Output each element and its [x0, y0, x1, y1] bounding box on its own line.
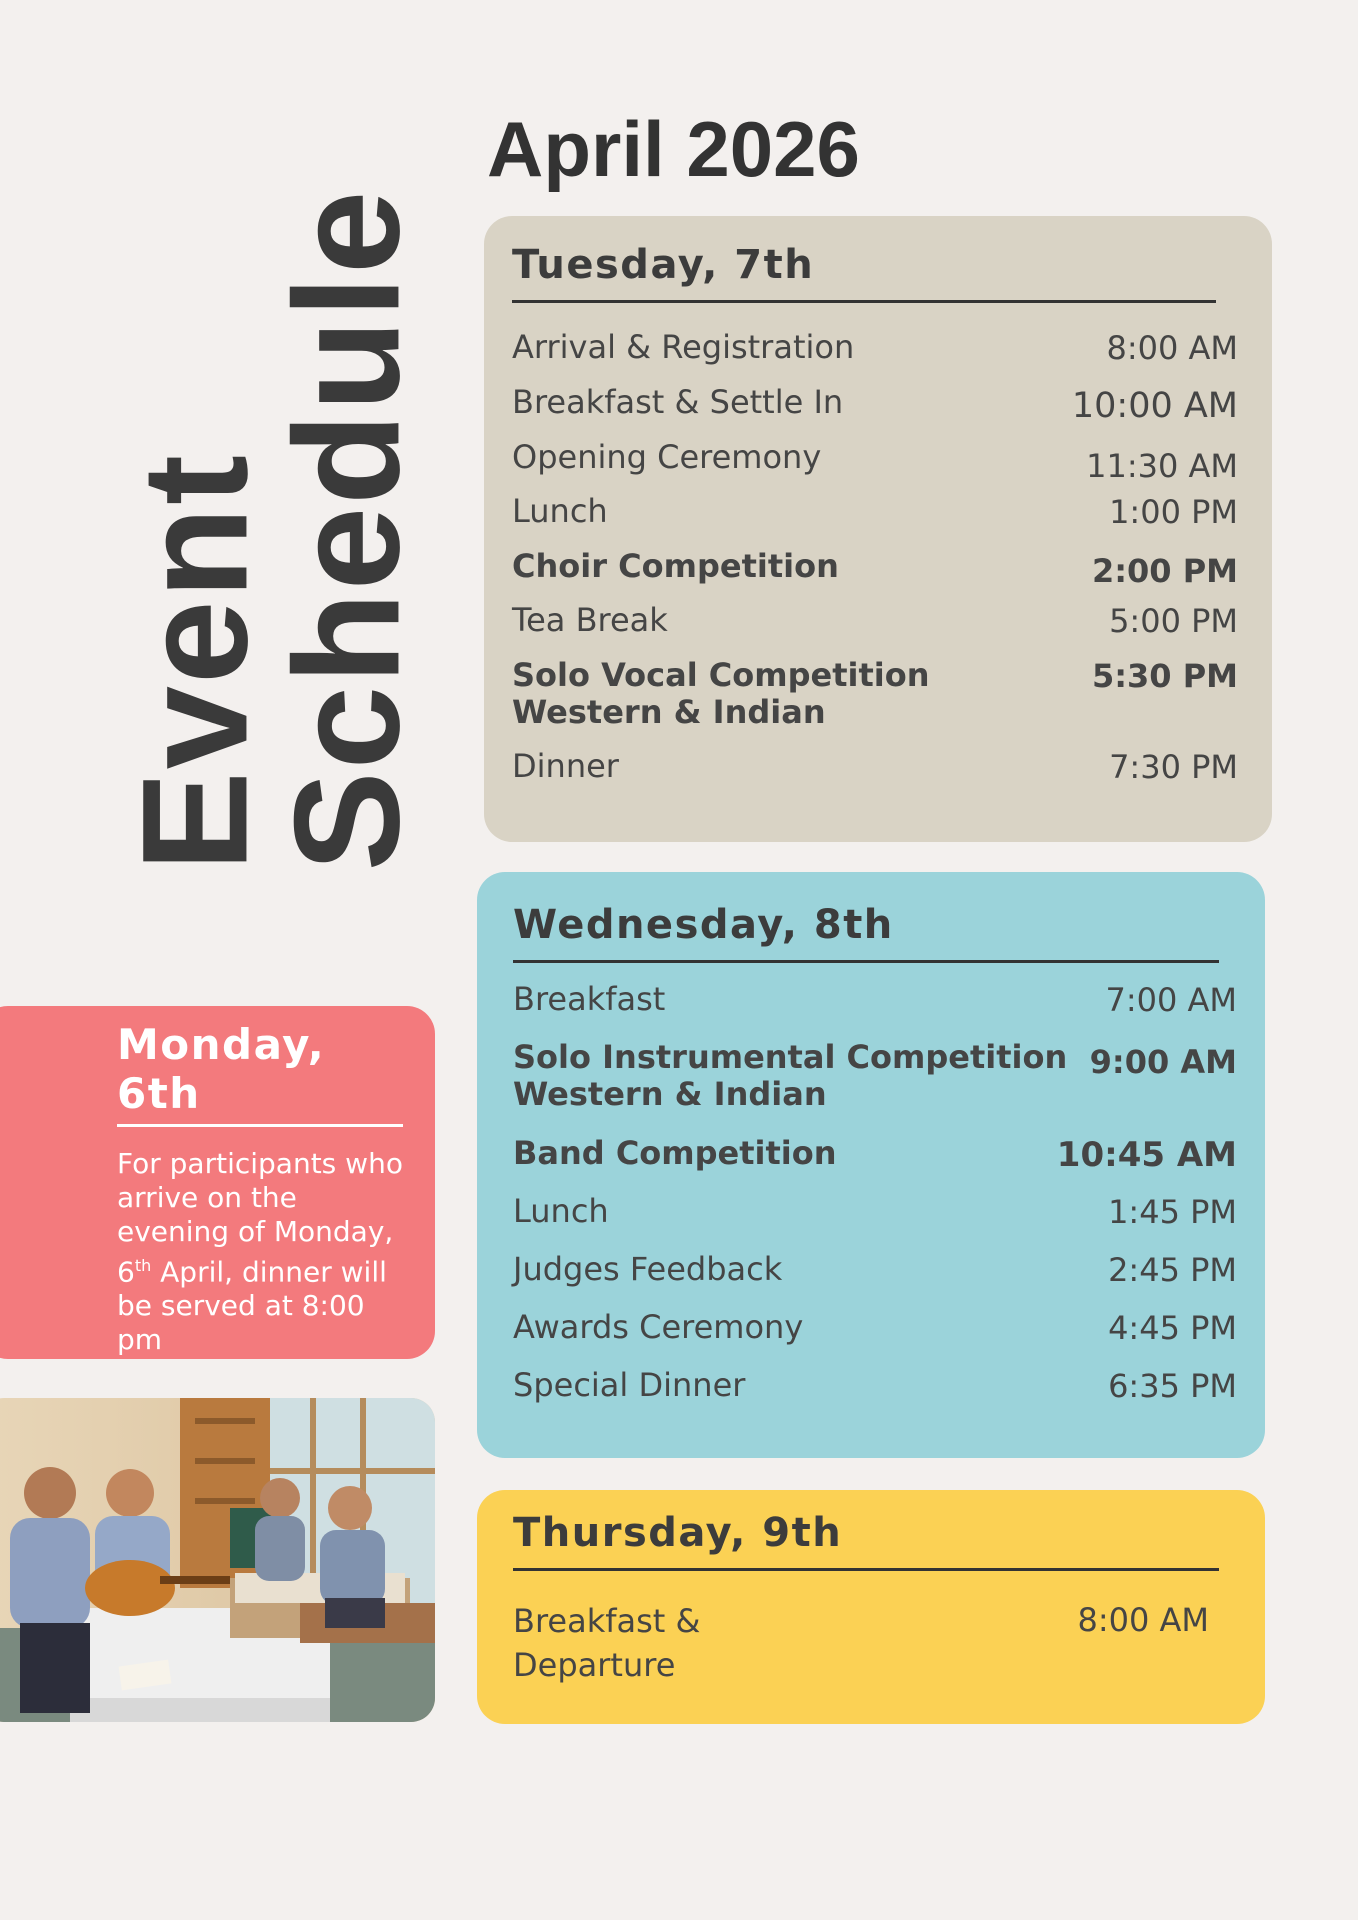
event-name: Breakfast & Departure	[513, 1602, 701, 1684]
schedule-row	[513, 1309, 1237, 1367]
schedule-row	[512, 602, 1238, 657]
event-name: Tea Break	[512, 601, 668, 639]
thursday-divider	[513, 1568, 1219, 1571]
schedule-row	[512, 748, 1238, 803]
wednesday-card	[477, 872, 1265, 1458]
monday-note-superscript: th	[134, 1256, 152, 1275]
event-name: Solo Instrumental Competition Western & Indian	[513, 1038, 1068, 1113]
event-time: 4:45 PM	[1108, 1309, 1237, 1347]
monday-card	[0, 1006, 435, 1359]
event-name: Dinner	[512, 747, 619, 785]
monday-note-text: For participants who arrive on the evening of Monday, 6	[117, 1147, 403, 1289]
event-name: Awards Ceremony	[513, 1308, 804, 1346]
monday-divider	[117, 1124, 403, 1127]
schedule-row	[513, 1251, 1237, 1309]
event-time: 10:45 AM	[1056, 1135, 1237, 1175]
event-time: 5:00 PM	[1109, 602, 1238, 640]
event-time: 2:45 PM	[1108, 1251, 1237, 1289]
schedule-row	[512, 548, 1238, 602]
event-time: 7:30 PM	[1109, 748, 1238, 786]
event-schedule-title	[110, 120, 430, 940]
schedule-row	[512, 439, 1238, 493]
schedule-row	[512, 493, 1238, 548]
tuesday-heading: Tuesday, 7th	[512, 242, 815, 288]
schedule-row	[513, 1193, 1237, 1251]
students-photo	[0, 1398, 435, 1722]
event-time: 2:00 PM	[1091, 552, 1238, 590]
wednesday-divider	[513, 960, 1219, 963]
schedule-row	[512, 657, 1238, 748]
schedule-row	[513, 1599, 1209, 1687]
schedule-row	[513, 1367, 1237, 1425]
event-name: Opening Ceremony	[512, 438, 822, 476]
event-time: 8:00 AM	[1106, 329, 1238, 367]
schedule-row	[512, 384, 1238, 439]
event-time: 1:45 PM	[1108, 1193, 1237, 1231]
schedule-row	[512, 329, 1238, 384]
event-time: 5:30 PM	[1091, 657, 1238, 695]
event-time: 8:00 AM	[1077, 1601, 1209, 1639]
schedule-row	[513, 1039, 1237, 1135]
event-name: Breakfast	[513, 980, 666, 1018]
event-name: Band Competition	[513, 1134, 837, 1172]
event-time: 1:00 PM	[1109, 493, 1238, 531]
event-name: Special Dinner	[513, 1366, 746, 1404]
event-time: 6:35 PM	[1108, 1367, 1237, 1405]
event-time: 10:00 AM	[1071, 386, 1238, 426]
event-time: 11:30 AM	[1086, 447, 1238, 485]
wednesday-heading: Wednesday, 8th	[513, 902, 894, 948]
tuesday-divider	[512, 300, 1216, 303]
thursday-heading: Thursday, 9th	[513, 1510, 843, 1556]
event-name: Breakfast & Settle In	[512, 383, 844, 421]
thursday-card	[477, 1490, 1265, 1724]
event-time: 9:00 AM	[1089, 1043, 1237, 1081]
event-time: 7:00 AM	[1105, 981, 1237, 1019]
event-name: Lunch	[512, 492, 608, 530]
title-line-event: Event	[110, 452, 278, 872]
event-name: Choir Competition	[512, 547, 839, 585]
monday-note-text-end: April, dinner will be served at 8:00 pm	[117, 1255, 387, 1357]
tuesday-card	[484, 216, 1272, 842]
schedule-row	[513, 1135, 1237, 1193]
monday-heading: Monday, 6th	[117, 1020, 326, 1118]
schedule-row	[513, 981, 1237, 1039]
title-line-schedule: Schedule	[262, 188, 430, 872]
event-name: Arrival & Registration	[512, 328, 855, 366]
event-name: Solo Vocal Competition Western & Indian	[512, 656, 930, 731]
month-heading: April 2026	[487, 105, 860, 193]
event-name: Judges Feedback	[513, 1250, 783, 1288]
event-name: Lunch	[513, 1192, 609, 1230]
monday-note	[117, 1147, 405, 1357]
